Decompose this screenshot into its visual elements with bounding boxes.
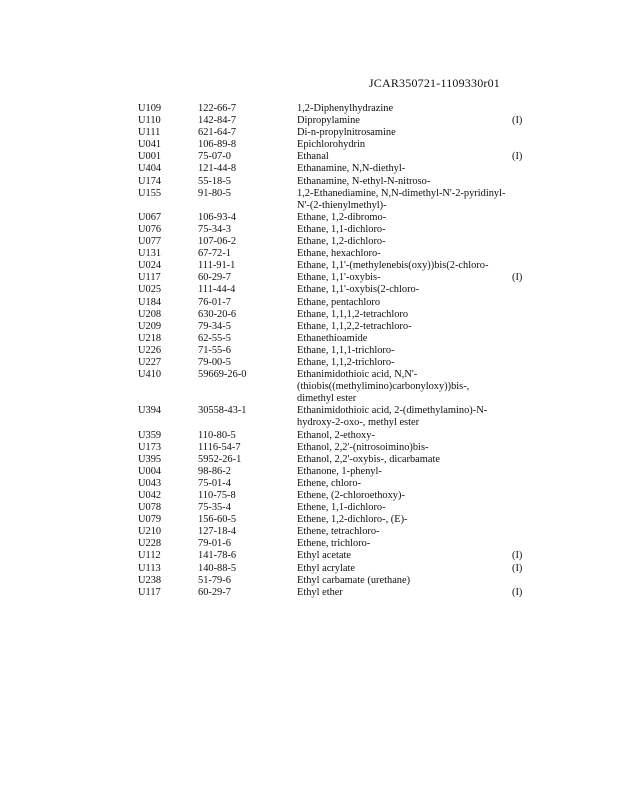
- waste-code: U117: [138, 586, 161, 598]
- hazard-code: (I): [512, 272, 523, 284]
- table-row: [138, 538, 538, 550]
- waste-code: U209: [138, 320, 162, 332]
- document-id-header: JCAR350721-1109330r01: [368, 76, 500, 90]
- waste-code: U359: [138, 429, 162, 441]
- hazardous-waste-table: [138, 103, 538, 599]
- waste-code: U076: [138, 223, 162, 235]
- substance-name: Ethanamine, N-ethyl-N-nitroso-: [297, 175, 431, 187]
- substance-name: Ethane, 1,1,2,2-tetrachloro-: [297, 320, 412, 332]
- cas-number: 156-60-5: [198, 514, 237, 526]
- waste-code: U110: [138, 115, 161, 127]
- waste-code: U079: [138, 514, 162, 526]
- cas-number: 141-78-6: [198, 550, 237, 562]
- substance-name: Ethyl acrylate: [297, 562, 355, 574]
- substance-name: Ethanol, 2,2'-oxybis-, dicarbamate: [297, 453, 440, 465]
- substance-name: Ethene, tetrachloro-: [297, 526, 380, 538]
- cas-number: 142-84-7: [198, 115, 237, 127]
- waste-code: U024: [138, 260, 162, 272]
- substance-name: 1,2-Ethanediamine, N,N-dimethyl-N'-2-pyridinyl-N'-(2-thienylmethyl)-: [297, 187, 506, 211]
- cas-number: 111-91-1: [198, 260, 236, 272]
- cas-number: 60-29-7: [198, 272, 231, 284]
- hazard-code: (I): [512, 550, 523, 562]
- cas-number: 5952-26-1: [198, 453, 242, 465]
- table-row: [138, 284, 538, 296]
- substance-name: Di-n-propylnitrosamine: [297, 127, 396, 139]
- substance-name: Ethane, 1,1-dichloro-: [297, 223, 386, 235]
- waste-code: U041: [138, 139, 162, 151]
- substance-name: Epichlorohydrin: [297, 139, 366, 151]
- cas-number: 121-44-8: [198, 163, 237, 175]
- substance-name: Ethyl ether: [297, 586, 343, 598]
- waste-code: U067: [138, 211, 162, 223]
- table-row: [138, 357, 538, 369]
- cas-number: 111-44-4: [198, 284, 236, 296]
- cas-number: 79-00-5: [198, 356, 231, 368]
- substance-name: Ethane, 1,1'-oxybis-: [297, 272, 381, 284]
- waste-code: U113: [138, 562, 161, 574]
- cas-number: 110-75-8: [198, 490, 236, 501]
- table-row: [138, 321, 538, 333]
- table-row: [138, 176, 538, 188]
- waste-code: U078: [138, 502, 162, 514]
- substance-name: Ethyl acetate: [297, 550, 351, 562]
- cas-number: 60-29-7: [198, 586, 231, 598]
- substance-name: Ethane, hexachloro-: [297, 248, 381, 260]
- cas-number: 140-88-5: [198, 562, 237, 574]
- waste-code: U112: [138, 550, 161, 562]
- table-row: [138, 127, 538, 139]
- table-row: [138, 526, 538, 538]
- waste-code: U109: [138, 103, 162, 114]
- waste-code: U410: [138, 369, 162, 381]
- cas-number: 106-93-4: [198, 211, 237, 223]
- waste-code: U184: [138, 296, 162, 308]
- table-row: [138, 272, 538, 284]
- substance-name: Ethene, 1,1-dichloro-: [297, 502, 386, 514]
- substance-name: Ethene, 1,2-dichloro-, (E)-: [297, 514, 408, 526]
- substance-name: Ethanethioamide: [297, 332, 368, 344]
- waste-code: U043: [138, 477, 162, 489]
- cas-number: 59669-26-0: [198, 369, 247, 381]
- table-row: [138, 188, 538, 212]
- waste-code: U004: [138, 465, 162, 477]
- substance-name: Ethane, 1,1,1,2-tetrachloro: [297, 308, 409, 320]
- cas-number: 30558-43-1: [198, 405, 247, 417]
- substance-name: Ethanamine, N,N-diethyl-: [297, 163, 406, 175]
- table-row: [138, 466, 538, 478]
- table-row: [138, 490, 538, 502]
- table-row: [138, 454, 538, 466]
- table-row: [138, 369, 538, 405]
- substance-name: Ethane, 1,1,2-trichloro-: [297, 356, 395, 368]
- cas-number: 67-72-1: [198, 248, 231, 260]
- table-row: [138, 309, 538, 321]
- substance-name: Ethanol, 2,2'-(nitrosoimino)bis-: [297, 441, 429, 453]
- waste-code: U218: [138, 332, 162, 344]
- waste-code: U208: [138, 308, 162, 320]
- waste-code: U173: [138, 441, 162, 453]
- waste-code: U025: [138, 284, 162, 296]
- substance-name: Ethanimidothioic acid, N,N'-(thiobis((methylimino)carbonyloxy))bis-, dimethyl ester: [297, 369, 470, 405]
- table-row: [138, 502, 538, 514]
- table-row: [138, 115, 538, 127]
- cas-number: 62-55-5: [198, 332, 231, 344]
- table-row: [138, 139, 538, 151]
- cas-number: 76-01-7: [198, 296, 231, 308]
- table-row: [138, 514, 538, 526]
- substance-name: Ethanimidothioic acid, 2-(dimethylamino)-N-hydroxy-2-oxo-, methyl ester: [297, 405, 488, 429]
- waste-code: U001: [138, 151, 162, 163]
- cas-number: 621-64-7: [198, 127, 237, 139]
- waste-code: U077: [138, 236, 162, 248]
- cas-number: 55-18-5: [198, 175, 231, 187]
- cas-number: 630-20-6: [198, 308, 237, 320]
- hazard-code: (I): [512, 586, 523, 598]
- table-row: [138, 430, 538, 442]
- substance-name: Ethanol, 2-ethoxy-: [297, 429, 375, 441]
- cas-number: 79-34-5: [198, 320, 231, 332]
- cas-number: 107-06-2: [198, 236, 237, 248]
- waste-code: U155: [138, 187, 162, 199]
- waste-code: U210: [138, 526, 162, 538]
- cas-number: 75-34-3: [198, 223, 231, 235]
- table-row: [138, 260, 538, 272]
- table-row: [138, 345, 538, 357]
- cas-number: 1116-54-7: [198, 441, 241, 453]
- substance-name: Ethyl carbamate (urethane): [297, 574, 411, 586]
- substance-name: Ethanal: [297, 151, 329, 163]
- waste-code: U226: [138, 344, 162, 356]
- cas-number: 79-01-6: [198, 538, 231, 550]
- table-row: [138, 224, 538, 236]
- substance-name: Ethane, 1,1'-oxybis(2-chloro-: [297, 284, 420, 296]
- hazard-code: (I): [512, 562, 523, 574]
- waste-code: U238: [138, 574, 162, 586]
- substance-name: Ethane, 1,2-dichloro-: [297, 236, 386, 248]
- cas-number: 122-66-7: [198, 103, 237, 114]
- table-row: [138, 163, 538, 175]
- table-row: [138, 103, 538, 115]
- waste-code: U111: [138, 127, 161, 139]
- cas-number: 75-35-4: [198, 502, 231, 514]
- cas-number: 71-55-6: [198, 344, 231, 356]
- table-row: [138, 405, 538, 429]
- waste-code: U042: [138, 490, 162, 501]
- table-row: [138, 297, 538, 309]
- waste-code: U395: [138, 453, 162, 465]
- substance-name: Ethene, (2-chloroethoxy)-: [297, 490, 405, 501]
- waste-code: U394: [138, 405, 162, 417]
- table-row: [138, 442, 538, 454]
- substance-name: Ethane, pentachloro: [297, 296, 381, 308]
- table-row: [138, 248, 538, 260]
- waste-code: U174: [138, 175, 162, 187]
- substance-name: Ethanone, 1-phenyl-: [297, 465, 382, 477]
- table-row: [138, 587, 538, 599]
- cas-number: 75-01-4: [198, 477, 231, 489]
- cas-number: 127-18-4: [198, 526, 237, 538]
- waste-code: U131: [138, 248, 162, 260]
- substance-name: Dipropylamine: [297, 115, 360, 127]
- table-row: [138, 550, 538, 562]
- waste-code: U227: [138, 356, 162, 368]
- waste-code: U117: [138, 272, 161, 284]
- table-row: [138, 563, 538, 575]
- table-row: [138, 236, 538, 248]
- hazard-code: (I): [512, 151, 523, 163]
- substance-name: Ethane, 1,2-dibromo-: [297, 211, 387, 223]
- table-row: [138, 478, 538, 490]
- waste-code: U228: [138, 538, 162, 550]
- cas-number: 51-79-6: [198, 574, 231, 586]
- hazard-code: (I): [512, 115, 523, 127]
- waste-code: U404: [138, 163, 162, 175]
- table-row: [138, 151, 538, 163]
- substance-name: Ethane, 1,1'-(methylenebis(oxy))bis(2-chloro-: [297, 260, 489, 272]
- table-row: [138, 212, 538, 224]
- substance-name: Ethane, 1,1,1-trichloro-: [297, 344, 395, 356]
- cas-number: 106-89-8: [198, 139, 237, 151]
- table-row: [138, 575, 538, 587]
- cas-number: 75-07-0: [198, 151, 231, 163]
- cas-number: 110-80-5: [198, 429, 236, 441]
- substance-name: Ethene, trichloro-: [297, 538, 371, 550]
- substance-name: Ethene, chloro-: [297, 477, 362, 489]
- cas-number: 91-80-5: [198, 187, 231, 199]
- table-row: [138, 333, 538, 345]
- substance-name: 1,2-Diphenylhydrazine: [297, 103, 394, 114]
- cas-number: 98-86-2: [198, 465, 231, 477]
